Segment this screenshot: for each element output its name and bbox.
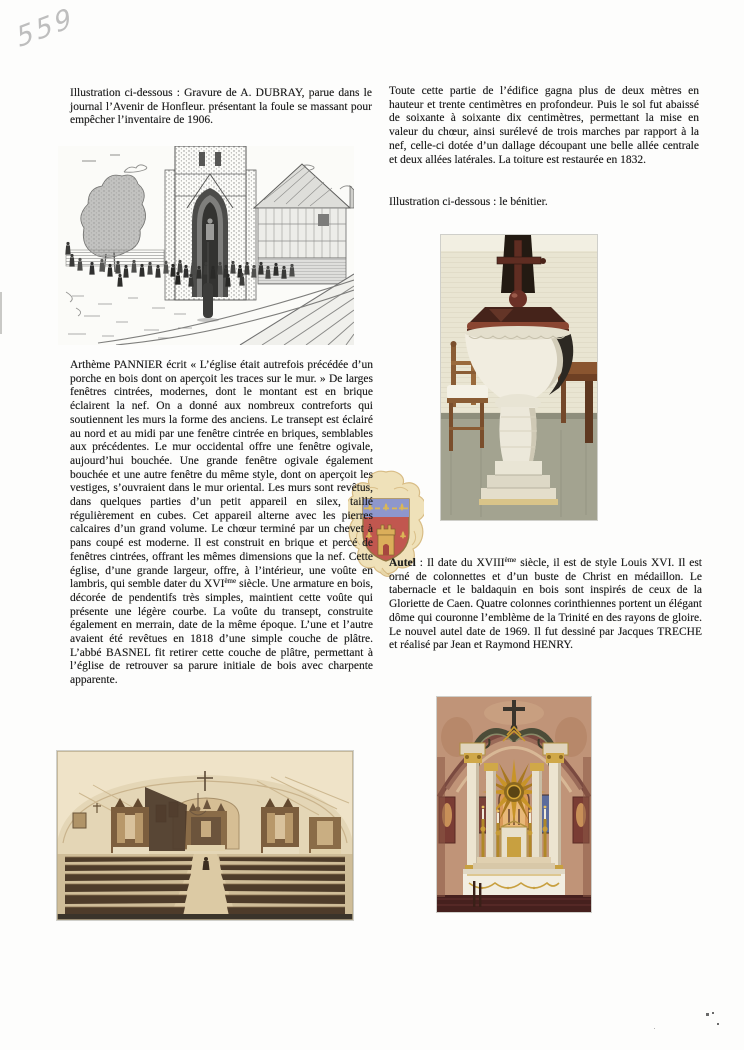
autel-superscript: ème	[504, 556, 517, 564]
paragraph-edifice	[389, 85, 699, 167]
paragraph-autel-part1: : Il date du XVIII	[415, 557, 505, 569]
altar-photo	[437, 697, 591, 912]
scan-speck	[654, 1028, 655, 1029]
interior-pews-left	[65, 857, 193, 917]
handwritten-page-number	[6, 0, 96, 70]
caption-benitier-text: Illustration ci-dessous : le bénitier.	[389, 196, 548, 208]
caption-engraving-text: Illustration ci-dessous : Gravure de A. DUBRAY, parue dans le journal l’Avenir de Honfleur. présentant la foule se massant pour empêcher l’inventaire de 1906.	[70, 87, 372, 127]
handwritten-number-text: 559	[13, 1, 78, 54]
engraving-image	[58, 146, 354, 345]
caption-engraving	[70, 87, 372, 128]
interior-photo-bottom-edge	[57, 914, 353, 920]
scan-speck	[712, 1012, 714, 1014]
sepia-church-interior	[57, 751, 353, 920]
altar-candle-stand	[473, 881, 475, 907]
scan-speck	[717, 1023, 719, 1025]
paragraph-pannier-part1: Arthème PANNIER écrit « L’église était autrefois précédée d’un porche en bois dont on aperçoit les traces sur le mur. » De larges fenêtres cintrées, modernes, dont le montant est en brique éclairent la nef. On a donné aux nombreux contreforts qui soutiennent les murs la forme des anciens. Le transept est éclairé au nord et au midi par une fenêtre cintrée en briques, semblables aux précédentes. Le mur occidental offre une fenêtre ogivale, aujourd’hui bouchée. Une grande fenêtre ogivale également bouchée et une autre fenêtre du même style, dont on aperçoit les vestiges, s’ouvraient dans le mur oriental. Les murs sont revêtus, dans quelques parties d’un petit appareil en silex, taillé régulièrement en cubes. Cet appareil alterne avec les pierres calcaires d’un grand volume. Le chœur terminé par un chevet à pans coupé est moderne. Il est construit en brique et percé de fenêtres cintrées, offrant les mêmes dimensions que la nef. Cette église, d’une grande largeur, offre, à l’intérieur, une voûte en lambris, qui semble dater du XVI	[70, 359, 373, 591]
scan-speck	[706, 1013, 709, 1016]
scan-edge-artifact	[0, 292, 2, 334]
paragraph-autel-part2: siècle, il est de style Louis XVI. Il est orné de colonnettes et d’un buste de Christ en médaillon. Le tabernacle et le baldaquin en bois sont inspirés de ceux de la Gloriette de Caen. Quatre colonnes corinthiennes portent un élégant dôme qui couronne l’emblème de la Trinité en des rayons de gloire. Le nouvel autel date de 1969. Il fut dessiné par Jacques TRECHE et réalisé par Jean et Raymond HENRY.	[389, 557, 702, 652]
altar-table	[463, 869, 565, 899]
cross-icon	[497, 257, 541, 264]
main-altar-photo	[437, 697, 591, 912]
altar-floor	[437, 895, 591, 912]
altar-gradin	[477, 857, 551, 863]
caption-benitier	[389, 196, 699, 210]
paragraph-pannier	[70, 359, 373, 688]
baptismal-font-photo	[441, 235, 597, 520]
paragraph-autel	[389, 557, 702, 653]
benitier-photo	[441, 235, 597, 520]
interior-pews-right	[219, 857, 345, 917]
interior-far-right-altar	[309, 817, 341, 855]
arms-castle	[377, 525, 395, 555]
autel-label: Autel	[389, 557, 416, 569]
altar-gradin	[473, 863, 555, 869]
paragraph-pannier-part2: siècle. Une armature en bois, décorée de pendentifs très simples, maintient cette voûte qui présente une légère courbe. La voûte du transept, construite également en merrain, date de la même époque. L’une et l’autre avaient été revêtues en 1818 d’une simple couche de plâtre. L’abbé BASNEL fit retirer cette couche de plâtre, permettant à l’église de retrouver sa parure initiale de bois avec charpente apparente.	[70, 578, 373, 687]
engraving-crowd-church	[58, 146, 354, 345]
altar-candle-stand	[479, 883, 481, 907]
interior-wall-picture	[73, 813, 86, 828]
interior-photo	[57, 751, 353, 920]
superscript-eme: ème	[224, 577, 237, 586]
paragraph-edifice-text: Toute cette partie de l’édifice gagna plus de deux mètres en hauteur et trente centimètres en profondeur. Puis le sol fut abaissé de soixante à soixante dix centimètres, permettant la mise en valeur du chœur, ainsi surélevé de trois marches par rapport à la nef, celle-ci dotée d’un dallage découpant une belle allée centrale et deux allées latérales. La toiture est restaurée en 1832.	[389, 85, 699, 166]
